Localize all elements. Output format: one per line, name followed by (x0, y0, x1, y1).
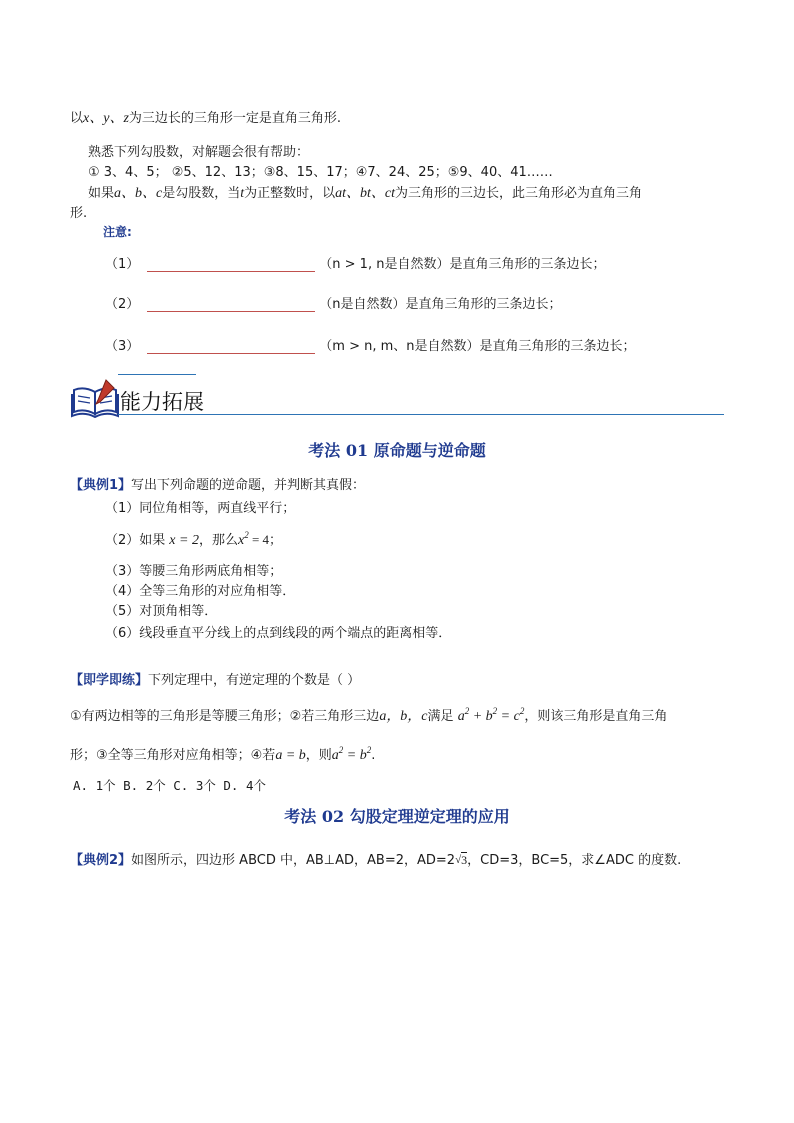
math-vars: x、y、z (83, 111, 129, 126)
example-item-3: （3）等腰三角形两底角相等； (105, 564, 283, 579)
math-expr: a = b (275, 748, 306, 763)
example-text: 如图所示，四边形 ABCD 中，AB⊥AD，AB=2，AD=2 (131, 853, 456, 868)
math-expr: $a^2 = b^2$ (331, 745, 372, 763)
note-cond: （n > 1, n是自然数）是直角三角形的三条边长； (319, 257, 606, 272)
text: 以 (70, 111, 84, 126)
text: 形；③全等三角形对应角相等；④若 (70, 748, 276, 763)
math-expr: = 4 (248, 532, 270, 547)
example-item-4: （4）全等三角形的对应角相等． (105, 584, 296, 599)
note-item-1 (105, 253, 605, 272)
intro-if-line-end: 形. (70, 206, 88, 221)
practice-tag: 【即学即练】 (70, 673, 149, 688)
math-vars: a，b，c (379, 709, 428, 724)
math-expr: x = 2 (169, 533, 199, 548)
practice-question (70, 669, 360, 688)
text: 为三角形的三边长，此三角形必为直角三角 (395, 186, 643, 201)
familiar-line: 熟悉下列勾股数，对解题会很有帮助： (88, 145, 310, 160)
math-sup: 2 (244, 530, 249, 540)
triples-line: ① 3、4、5； ②5、12、13；③8、15、17；④7、24、25；⑤9、40、41…… (88, 165, 553, 180)
math-vars: at、bt、ct (335, 186, 396, 201)
example-item-5: （5）对顶角相等． (105, 604, 218, 619)
fill-blank[interactable] (147, 339, 315, 354)
fill-blank[interactable] (147, 257, 315, 272)
note-cond: （m > n, m、n是自然数）是直角三角形的三条边长； (319, 339, 636, 354)
text: ①有两边相等的三角形是等腰三角形；②若三角形三边 (70, 709, 380, 724)
text: 为正整数时，以 (244, 186, 336, 201)
note-num: （2） (105, 297, 140, 312)
example-item-6: （6）线段垂直平分线上的点到线段的两个端点的距离相等． (105, 626, 452, 641)
section-title-2: 考法 02 勾股定理逆定理的应用 (284, 807, 510, 826)
text: . (371, 748, 376, 763)
math-expr: x (237, 533, 245, 548)
math-var: t (240, 186, 245, 201)
practice-line-1 (70, 705, 667, 725)
practice-text: 下列定理中，有逆定理的个数是（ ） (148, 673, 361, 688)
text: 满足 (427, 709, 454, 724)
text: （2）如果 (105, 533, 166, 548)
example-tag: 【典例2】 (70, 853, 132, 868)
example-text: 写出下列命题的逆命题，并判断其真假： (131, 478, 366, 493)
example-2 (70, 849, 681, 868)
note-item-3 (105, 335, 636, 354)
text: ； (269, 533, 283, 548)
ability-banner (70, 376, 724, 418)
sqrt-symbol: √ (455, 854, 462, 866)
section-title-1: 考法 01 原命题与逆命题 (308, 441, 486, 460)
text: 是勾股数，当 (162, 186, 241, 201)
example-text: ，CD=3，BC=5，求∠ADC 的度数. (467, 853, 682, 868)
example-tag: 【典例1】 (70, 478, 132, 493)
banner-underline (118, 414, 724, 415)
example-1 (70, 474, 365, 493)
equation-pythagorean: $a^2 + b^2 = c^2$ (457, 706, 525, 724)
text: 如果 (88, 186, 115, 201)
practice-line-2 (70, 744, 375, 764)
book-pen-icon (70, 378, 122, 418)
answer-options: A. 1个 B. 2个 C. 3个 D. 4个 (73, 778, 266, 793)
example-item-2 (105, 529, 282, 549)
intro-if-line (88, 182, 642, 202)
math-vars: a、b、c (114, 186, 163, 201)
text: ，则该三角形是直角三角 (524, 709, 668, 724)
note-cond: （n是自然数）是直角三角形的三条边长； (319, 297, 562, 312)
fill-blank[interactable] (147, 297, 315, 312)
text: 为三边长的三角形一定是直角三角形. (128, 111, 342, 126)
intro-line-1 (70, 107, 341, 127)
banner-top-line (118, 374, 196, 375)
note-label: 注意: (103, 225, 132, 239)
sqrt-radicand: 3 (461, 853, 468, 867)
text: ，则 (305, 748, 332, 763)
text: ，那么 (198, 533, 238, 548)
note-item-2 (105, 293, 562, 312)
example-item-1: （1）同位角相等，两直线平行； (105, 501, 296, 516)
banner-title: 能力拓展 (120, 390, 204, 414)
note-num: （1） (105, 257, 140, 272)
note-num: （3） (105, 339, 140, 354)
